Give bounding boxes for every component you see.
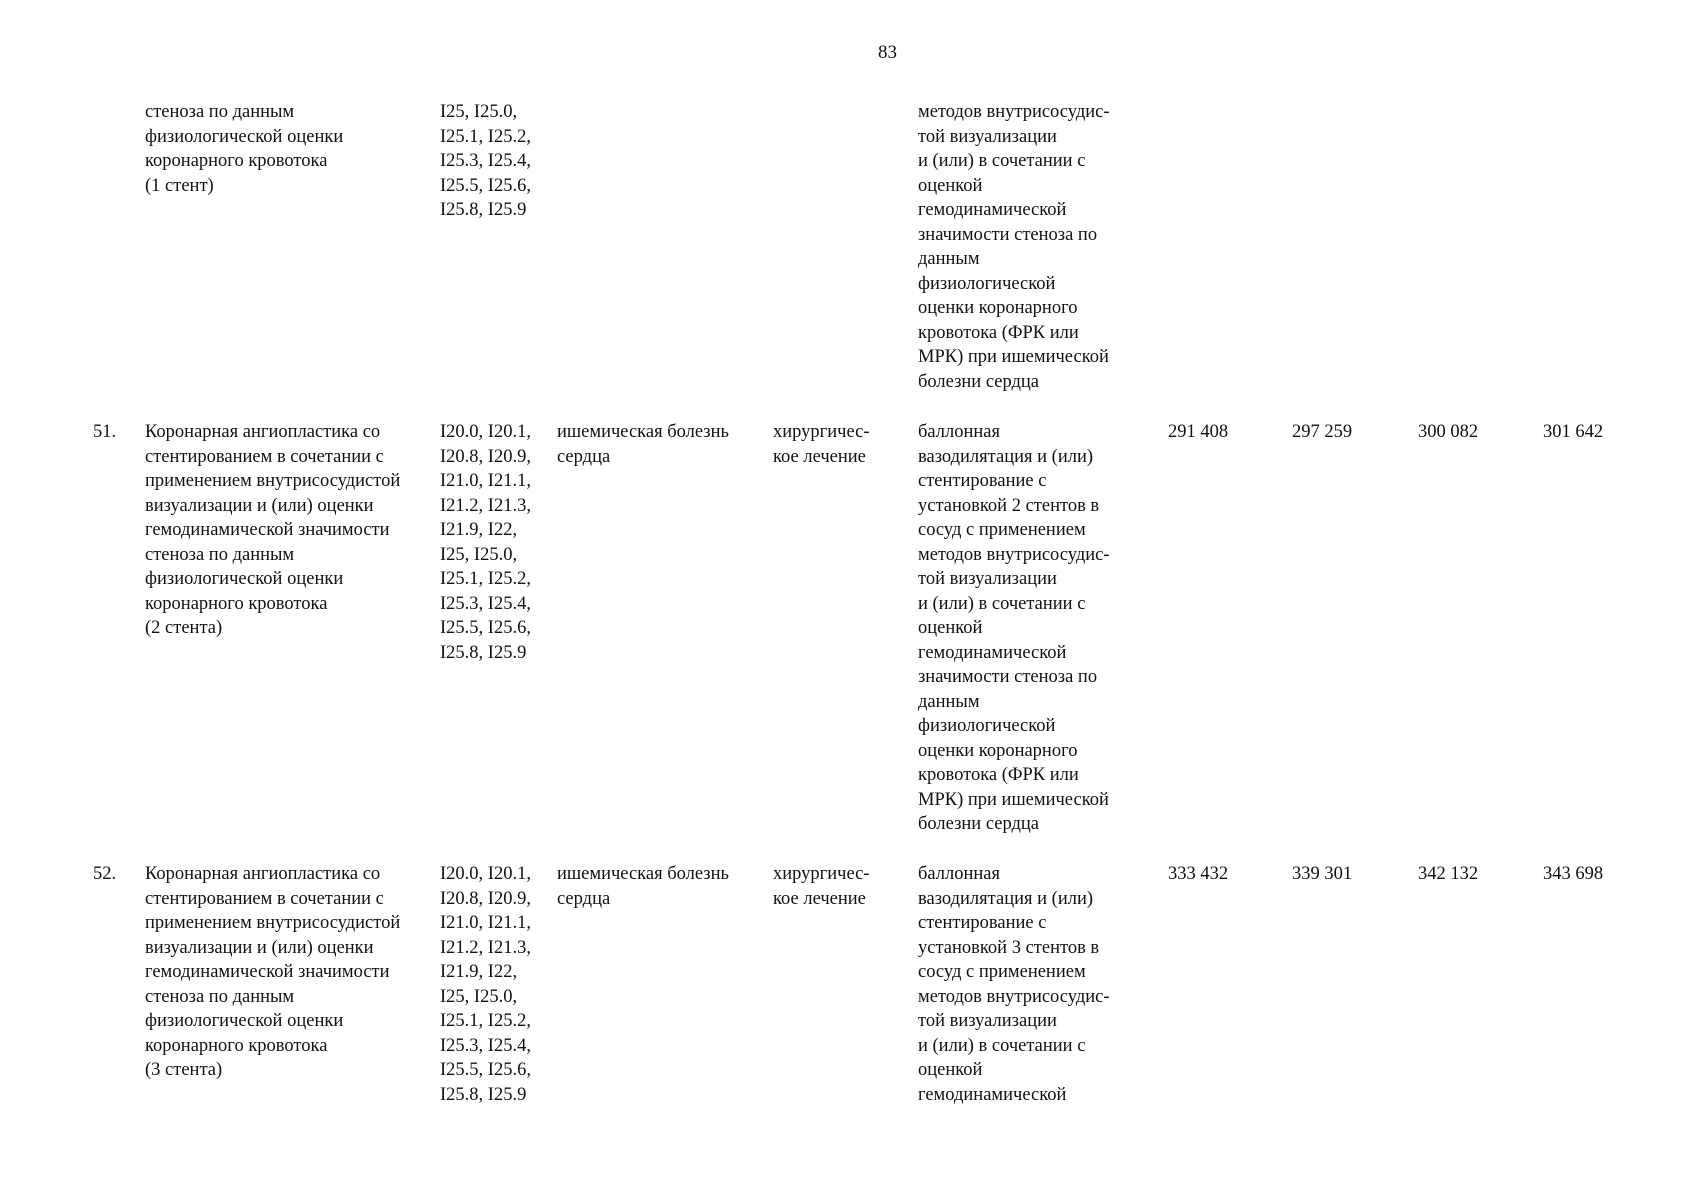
- cost-value: 297 259: [1292, 422, 1353, 442]
- cost-value: 333 432: [1168, 864, 1229, 884]
- cost-value: 343 698: [1543, 864, 1604, 884]
- page-number: 83: [878, 42, 897, 63]
- diagnosis: ишемическая болезнь сердца: [557, 422, 729, 467]
- cost-value: 342 132: [1418, 864, 1479, 884]
- cost-value: 291 408: [1168, 422, 1229, 442]
- treatment-method: баллонная вазодилятация и (или) стентирование с установкой 3 стентов в сосуд с применением методов внутрисосудис- той визуализации и (или) в сочетании с оценкой гемодинамической: [918, 864, 1110, 1105]
- procedure-name: стеноза по данным физиологической оценки коронарного кровотока (1 стент): [145, 102, 344, 196]
- row-number: 52.: [93, 864, 117, 884]
- procedure-name: Коронарная ангиопластика со стентированием в сочетании с применением внутрисосудистой визуализации и (или) оценки гемодинамической значимости стеноза по данным физиологической оценки коронарного кровотока (3 стента): [145, 864, 401, 1080]
- treatment-type: хирургичес- кое лечение: [773, 864, 870, 909]
- cost-value: 339 301: [1292, 864, 1353, 884]
- procedure-name: Коронарная ангиопластика со стентированием в сочетании с применением внутрисосудистой визуализации и (или) оценки гемодинамической значимости стеноза по данным физиологической оценки коронарного кровотока (2 стента): [145, 422, 401, 638]
- cost-value: 301 642: [1543, 422, 1604, 442]
- icd-codes: I25, I25.0, I25.1, I25.2, I25.3, I25.4, I25.5, I25.6, I25.8, I25.9: [440, 102, 531, 220]
- treatment-type: хирургичес- кое лечение: [773, 422, 870, 467]
- cost-value: 300 082: [1418, 422, 1479, 442]
- diagnosis: ишемическая болезнь сердца: [557, 864, 729, 909]
- icd-codes: I20.0, I20.1, I20.8, I20.9, I21.0, I21.1, I21.2, I21.3, I21.9, I22, I25, I25.0, I25.1, I25.2, I25.3, I25.4, I25.5, I25.6, I25.8, I25.9: [440, 422, 531, 663]
- icd-codes: I20.0, I20.1, I20.8, I20.9, I21.0, I21.1, I21.2, I21.3, I21.9, I22, I25, I25.0, I25.1, I25.2, I25.3, I25.4, I25.5, I25.6, I25.8, I25.9: [440, 864, 531, 1105]
- row-number: 51.: [93, 422, 117, 442]
- treatment-method: баллонная вазодилятация и (или) стентирование с установкой 2 стентов в сосуд с применением методов внутрисосудис- той визуализации и (или) в сочетании с оценкой гемодинамической значимости стеноза по данным физиологической оценки коронарного кровотока (ФРК или МРК) при ишемической болезни сердца: [918, 422, 1110, 834]
- treatment-method: методов внутрисосудис- той визуализации и (или) в сочетании с оценкой гемодинамической значимости стеноза по данным физиологической оценки коронарного кровотока (ФРК или МРК) при ишемической болезни сердца: [918, 102, 1110, 392]
